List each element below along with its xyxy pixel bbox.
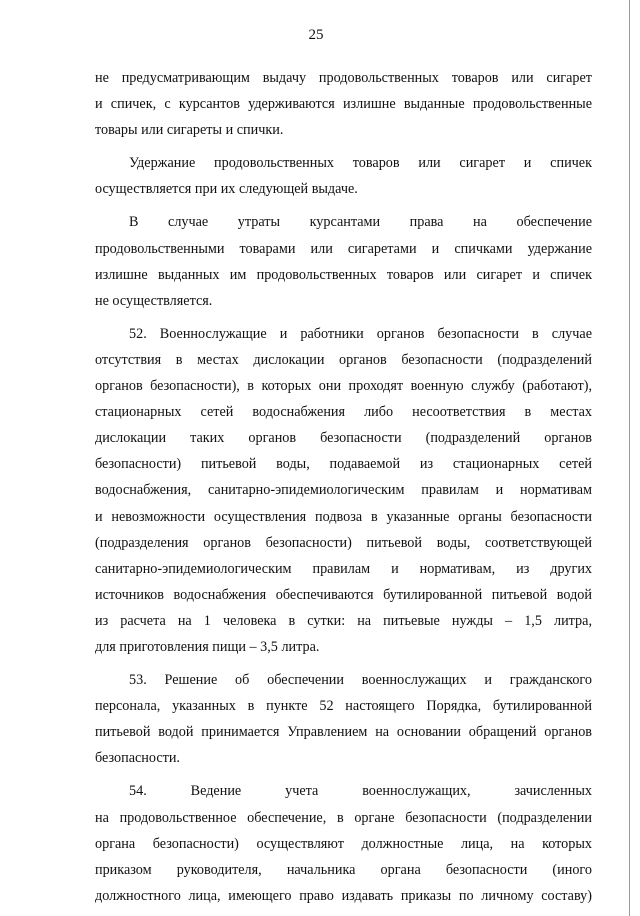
text-line: не осуществляется. <box>95 292 213 309</box>
text-line: и спичек, с курсантов удерживаются излишне выданные продовольственные <box>95 96 592 113</box>
text-line: водоснабжения, санитарно-эпидемиологическим правилам и нормативам <box>95 482 592 499</box>
document-body <box>95 65 592 909</box>
text-line: В случае утраты курсантами права на обеспечение <box>129 214 592 231</box>
paragraph <box>95 209 592 313</box>
text-line: стационарных сетей водоснабжения либо несоответствия в местах <box>95 404 592 421</box>
text-line: безопасности) питьевой воды, подаваемой из стационарных сетей <box>95 456 592 473</box>
text-line: не предусматривающим выдачу продовольственных товаров или сигарет <box>95 70 592 86</box>
text-line: органов безопасности), в которых они проходят военную службу (работают), <box>95 378 592 395</box>
text-line: санитарно-эпидемиологическим правилам и нормативам, из других <box>95 560 592 577</box>
paragraph <box>95 150 592 202</box>
text-line: и невозможности осуществления подвоза в указанные органы безопасности <box>95 508 592 525</box>
text-line: дислокации таких органов безопасности (подразделений органов <box>95 430 592 447</box>
page-number: 25 <box>308 27 324 43</box>
text-line: приказом руководителя, начальника органа безопасности (иного <box>95 861 592 878</box>
text-line: на продовольственное обеспечение, в органе безопасности (подразделении <box>95 809 592 826</box>
text-line: (подразделения органов безопасности) питьевой воды, соответствующей <box>95 534 592 551</box>
paragraph-item-53 <box>95 667 592 771</box>
text-line: товары или сигареты и спички. <box>95 122 284 139</box>
text-line: органа безопасности) осуществляют должностные лица, на которых <box>95 835 592 852</box>
text-line: из расчета на 1 человека в сутки: на питьевые нужды – 1,5 литра, <box>95 612 592 629</box>
text-line: Удержание продовольственных товаров или сигарет и спичек <box>129 155 592 172</box>
text-line: отсутствия в местах дислокации органов безопасности (подразделений <box>95 351 592 368</box>
paragraph-item-52 <box>95 321 592 660</box>
text-line: 53. Решение об обеспечении военнослужащих и гражданского <box>129 672 592 689</box>
text-line: источников водоснабжения обеспечиваются бутилированной питьевой водой <box>95 586 592 603</box>
text-line: продовольственными товарами или сигаретами и спичками удержание <box>95 240 592 257</box>
paragraph <box>95 65 592 143</box>
text-line: осуществляется при их следующей выдаче. <box>95 181 358 198</box>
paragraph-item-54 <box>95 778 592 908</box>
text-line: безопасности. <box>95 750 180 767</box>
text-line: питьевой водой принимается Управлением на основании обращений органов <box>95 724 592 741</box>
text-line: 54. Ведение учета военнослужащих, зачисленных <box>129 783 592 800</box>
text-line: для приготовления пищи – 3,5 литра. <box>95 638 320 655</box>
text-line: персонала, указанных в пункте 52 настоящего Порядка, бутилированной <box>95 698 592 715</box>
text-line: 52. Военнослужащие и работники органов безопасности в случае <box>129 325 592 342</box>
text-line: излишне выданных им продовольственных товаров или сигарет и спичек <box>95 266 592 283</box>
text-line: должностного лица, имеющего право издавать приказы по личному составу) <box>95 887 592 904</box>
